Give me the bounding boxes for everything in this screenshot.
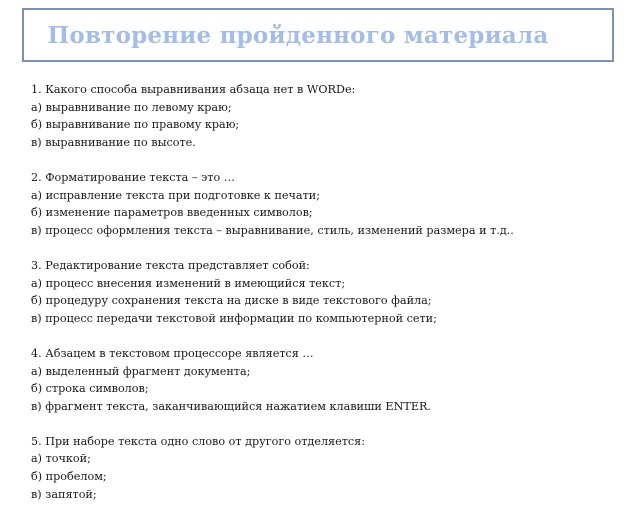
answer-option: в) фрагмент текста, заканчивающийся нажатием клавиши ENTER. — [31, 399, 431, 413]
title-frame — [22, 8, 614, 62]
answer-option: в) запятой; — [31, 487, 97, 501]
answer-option: в) выравнивание по высоте. — [31, 135, 196, 149]
question-text: 3. Редактирование текста представляет собой: — [31, 258, 310, 272]
answer-option: а) исправление текста при подготовке к печати; — [31, 188, 321, 202]
question-text: 5. При наборе текста одно слово от другого отделяется: — [31, 434, 366, 448]
question-text: 2. Форматирование текста – это … — [31, 170, 235, 184]
answer-option: в) процесс оформления текста – выравнивание, стиль, изменений размера и т.д.. — [31, 223, 514, 237]
answer-option: а) выравнивание по левому краю; — [31, 100, 232, 114]
answer-option: а) выделенный фрагмент документа; — [31, 364, 251, 378]
question-4 — [31, 345, 621, 415]
answer-option: в) процесс передачи текстовой информации по компьютерной сети; — [31, 311, 437, 325]
question-2 — [31, 169, 621, 239]
question-1 — [31, 81, 621, 151]
answer-option: б) выравнивание по правому краю; — [31, 118, 240, 132]
question-5 — [31, 433, 621, 503]
answer-option: а) точкой; — [31, 452, 91, 466]
question-text: 4. Абзацем в текстовом процессоре является … — [31, 346, 314, 360]
slide-title: Повторение пройденного материала — [47, 21, 549, 49]
answer-option: а) процесс внесения изменений в имеющийся текст; — [31, 276, 346, 290]
answer-option: б) пробелом; — [31, 470, 107, 484]
answer-option: б) изменение параметров введенных символов; — [31, 206, 313, 220]
question-3 — [31, 257, 621, 327]
quiz-content — [31, 81, 621, 521]
question-text: 1. Какого способа выравнивания абзаца нет в WORDе: — [31, 83, 356, 96]
answer-option: б) процедуру сохранения текста на диске в виде текстового файла; — [31, 294, 432, 308]
answer-option: б) строка символов; — [31, 382, 149, 396]
